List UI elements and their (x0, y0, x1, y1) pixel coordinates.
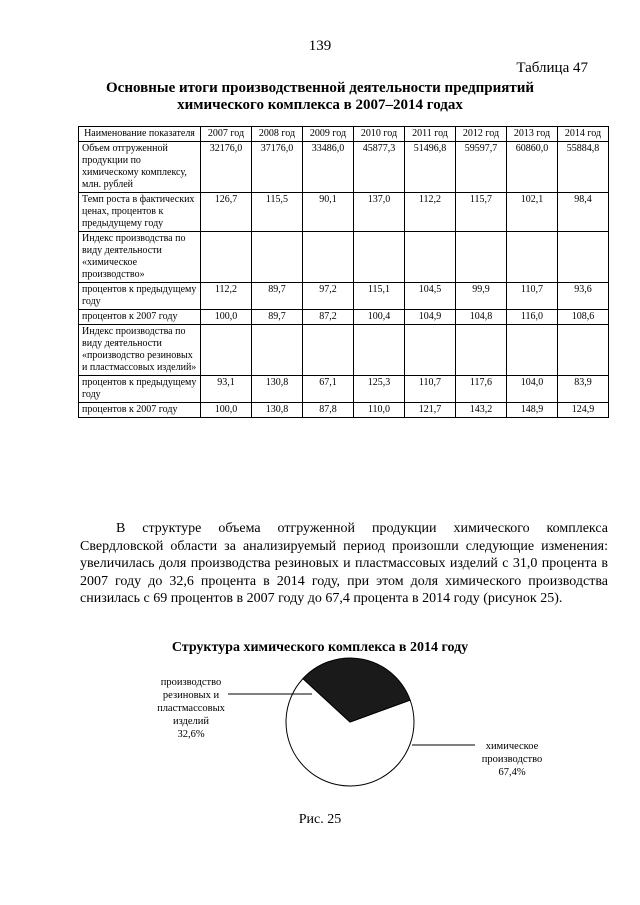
header-year: 2014 год (558, 127, 609, 142)
table-cell: 33486,0 (303, 142, 354, 193)
row-label: процентов к 2007 году (79, 403, 201, 418)
table-cell: 32176,0 (201, 142, 252, 193)
chart-title: Структура химического комплекса в 2014 году (171, 640, 469, 655)
table-cell: 104,8 (456, 310, 507, 325)
table-cell: 121,7 (405, 403, 456, 418)
header-year: 2007 год (201, 127, 252, 142)
table-cell: 112,2 (201, 283, 252, 310)
table-cell: 125,3 (354, 376, 405, 403)
page-number: 139 (308, 38, 332, 54)
table-cell: 112,2 (405, 193, 456, 232)
row-label: Индекс производства по виду деятельности «производство резиновых и пластмассовых изделий» (79, 325, 201, 376)
table-cell: 93,1 (201, 376, 252, 403)
title-line-1: Основные итоги производственной деятельности предприятий (106, 80, 534, 96)
row-label: процентов к предыдущему году (79, 376, 201, 403)
table-cell: 124,9 (558, 403, 609, 418)
header-year: 2011 год (405, 127, 456, 142)
header-year: 2008 год (252, 127, 303, 142)
row-label: процентов к предыдущему году (79, 283, 201, 310)
table-cell: 93,6 (558, 283, 609, 310)
table-cell: 37176,0 (252, 142, 303, 193)
table-label: Таблица 47 (516, 60, 588, 76)
table-cell: 89,7 (252, 310, 303, 325)
table-cell: 51496,8 (405, 142, 456, 193)
table-cell: 108,6 (558, 310, 609, 325)
header-year: 2013 год (507, 127, 558, 142)
header-name: Наименование показателя (79, 127, 201, 142)
row-label: Индекс производства по виду деятельности «химическое производство» (79, 232, 201, 283)
table-cell: 102,1 (507, 193, 558, 232)
table-cell: 87,8 (303, 403, 354, 418)
table-cell: 143,2 (456, 403, 507, 418)
table-cell: 59597,7 (456, 142, 507, 193)
title-line-2: химического комплекса в 2007–2014 годах (177, 97, 463, 113)
table-cell: 99,9 (456, 283, 507, 310)
header-year: 2012 год (456, 127, 507, 142)
table-cell: 104,9 (405, 310, 456, 325)
table-cell: 97,2 (303, 283, 354, 310)
pie-label-rubber-value: 32,6% (177, 729, 205, 740)
pie-label-chemical-value: 67,4% (498, 767, 526, 778)
table-cell: 116,0 (507, 310, 558, 325)
pie-label-rubber (150, 676, 232, 741)
table-cell: 104,0 (507, 376, 558, 403)
table-cell: 60860,0 (507, 142, 558, 193)
table-cell: 100,0 (201, 310, 252, 325)
table-cell: 98,4 (558, 193, 609, 232)
row-label: процентов к 2007 году (79, 310, 201, 325)
table-cell: 117,6 (456, 376, 507, 403)
pie-label-rubber-name: производство резиновых и пластмассовых изделий (157, 677, 225, 727)
table-cell: 100,0 (201, 403, 252, 418)
table-cell: 137,0 (354, 193, 405, 232)
header-year: 2010 год (354, 127, 405, 142)
table-cell: 55884,8 (558, 142, 609, 193)
table-cell: 104,5 (405, 283, 456, 310)
table-cell: 90,1 (303, 193, 354, 232)
table-cell: 115,5 (252, 193, 303, 232)
table-cell: 100,4 (354, 310, 405, 325)
figure-caption: Рис. 25 (298, 812, 342, 827)
table-cell: 130,8 (252, 376, 303, 403)
table-cell: 83,9 (558, 376, 609, 403)
table-cell: 115,1 (354, 283, 405, 310)
table-cell: 45877,3 (354, 142, 405, 193)
table-cell: 115,7 (456, 193, 507, 232)
table-cell: 126,7 (201, 193, 252, 232)
table-cell: 67,1 (303, 376, 354, 403)
table-cell: 130,8 (252, 403, 303, 418)
row-label: Объем отгруженной продукции по химическому комплексу, млн. рублей (79, 142, 201, 193)
body-paragraph: В структуре объема отгруженной продукции химического комплекса Свердловской области за анализируемый период произошли следующие изменения: увеличилась доля производства резиновых и пластмассовых изделий с 31,0 процента в 2007 году до 32,6 процента в 2014 году, при этом доля химического производства снизилась с 69 процентов в 2007 году до 67,4 процента в 2014 году (рисунок 25). (80, 521, 608, 606)
pie-label-chemical (472, 740, 552, 779)
table-cell: 110,0 (354, 403, 405, 418)
table-cell: 110,7 (507, 283, 558, 310)
table-cell: 110,7 (405, 376, 456, 403)
row-label: Темп роста в фактических ценах, процентов к предыдущему году (79, 193, 201, 232)
table-cell: 148,9 (507, 403, 558, 418)
table-cell: 87,2 (303, 310, 354, 325)
pie-label-chemical-name: химическое производство (481, 741, 543, 765)
header-year: 2009 год (303, 127, 354, 142)
table-cell: 89,7 (252, 283, 303, 310)
